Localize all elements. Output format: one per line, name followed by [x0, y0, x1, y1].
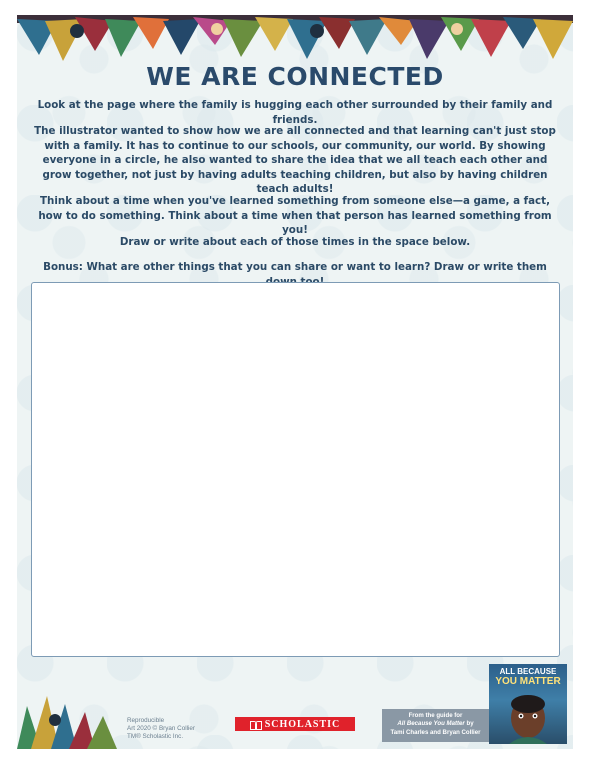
- logo-text: SCHOLASTIC: [264, 718, 341, 730]
- footer-line-reproducible: Reproducible: [127, 717, 165, 724]
- think-paragraph: Think about a time when you've learned something from someone else—a game, a fact, how to do something. Think about a time when that person has learned something from you!: [38, 195, 552, 236]
- guide-by: by: [464, 720, 474, 728]
- guide-line1: From the guide for: [408, 712, 463, 719]
- book-icon: [250, 720, 262, 729]
- page-title: WE ARE CONNECTED: [146, 62, 444, 91]
- footer-line-tm: TM® Scholastic Inc.: [127, 733, 184, 740]
- footer-line-art: Art 2020 © Bryan Collier: [127, 725, 195, 732]
- drawing-area[interactable]: [31, 282, 560, 657]
- cover-title-line1: ALL BECAUSE: [499, 667, 557, 676]
- guide-authors: Tami Charles and Bryan Collier: [390, 728, 481, 736]
- instruction-paragraph: Draw or write about each of those times in the space below.: [119, 236, 471, 248]
- guide-line2: [382, 720, 489, 728]
- cover-title-line2: YOU MATTER: [495, 676, 561, 687]
- guide-info-box: [382, 709, 489, 742]
- illustrator-paragraph: The illustrator wanted to show how we are all connected and that learning can't just stop with a family. It has to continue to our schools, our community, our world. By showing everyone in a circle, he also wanted to share the idea that we all teach each other and grow together, not just by having adults teaching children, but also by having children teach adults!: [34, 125, 556, 195]
- leaf-banner-illustration: [17, 15, 573, 65]
- footer-credits: [127, 717, 195, 741]
- bonus-paragraph: Bonus: What are other things that you can share or want to learn? Draw or write them: [43, 261, 547, 273]
- guide-book-title: All Because You Matter: [397, 720, 465, 728]
- corner-leaf-illustration: [17, 686, 117, 749]
- scholastic-logo: [235, 717, 355, 731]
- book-cover-image: [489, 664, 567, 744]
- intro-paragraph: Look at the page where the family is hugging each other surrounded by their family and friends.: [37, 99, 553, 126]
- cover-portrait-illustration: [489, 664, 567, 744]
